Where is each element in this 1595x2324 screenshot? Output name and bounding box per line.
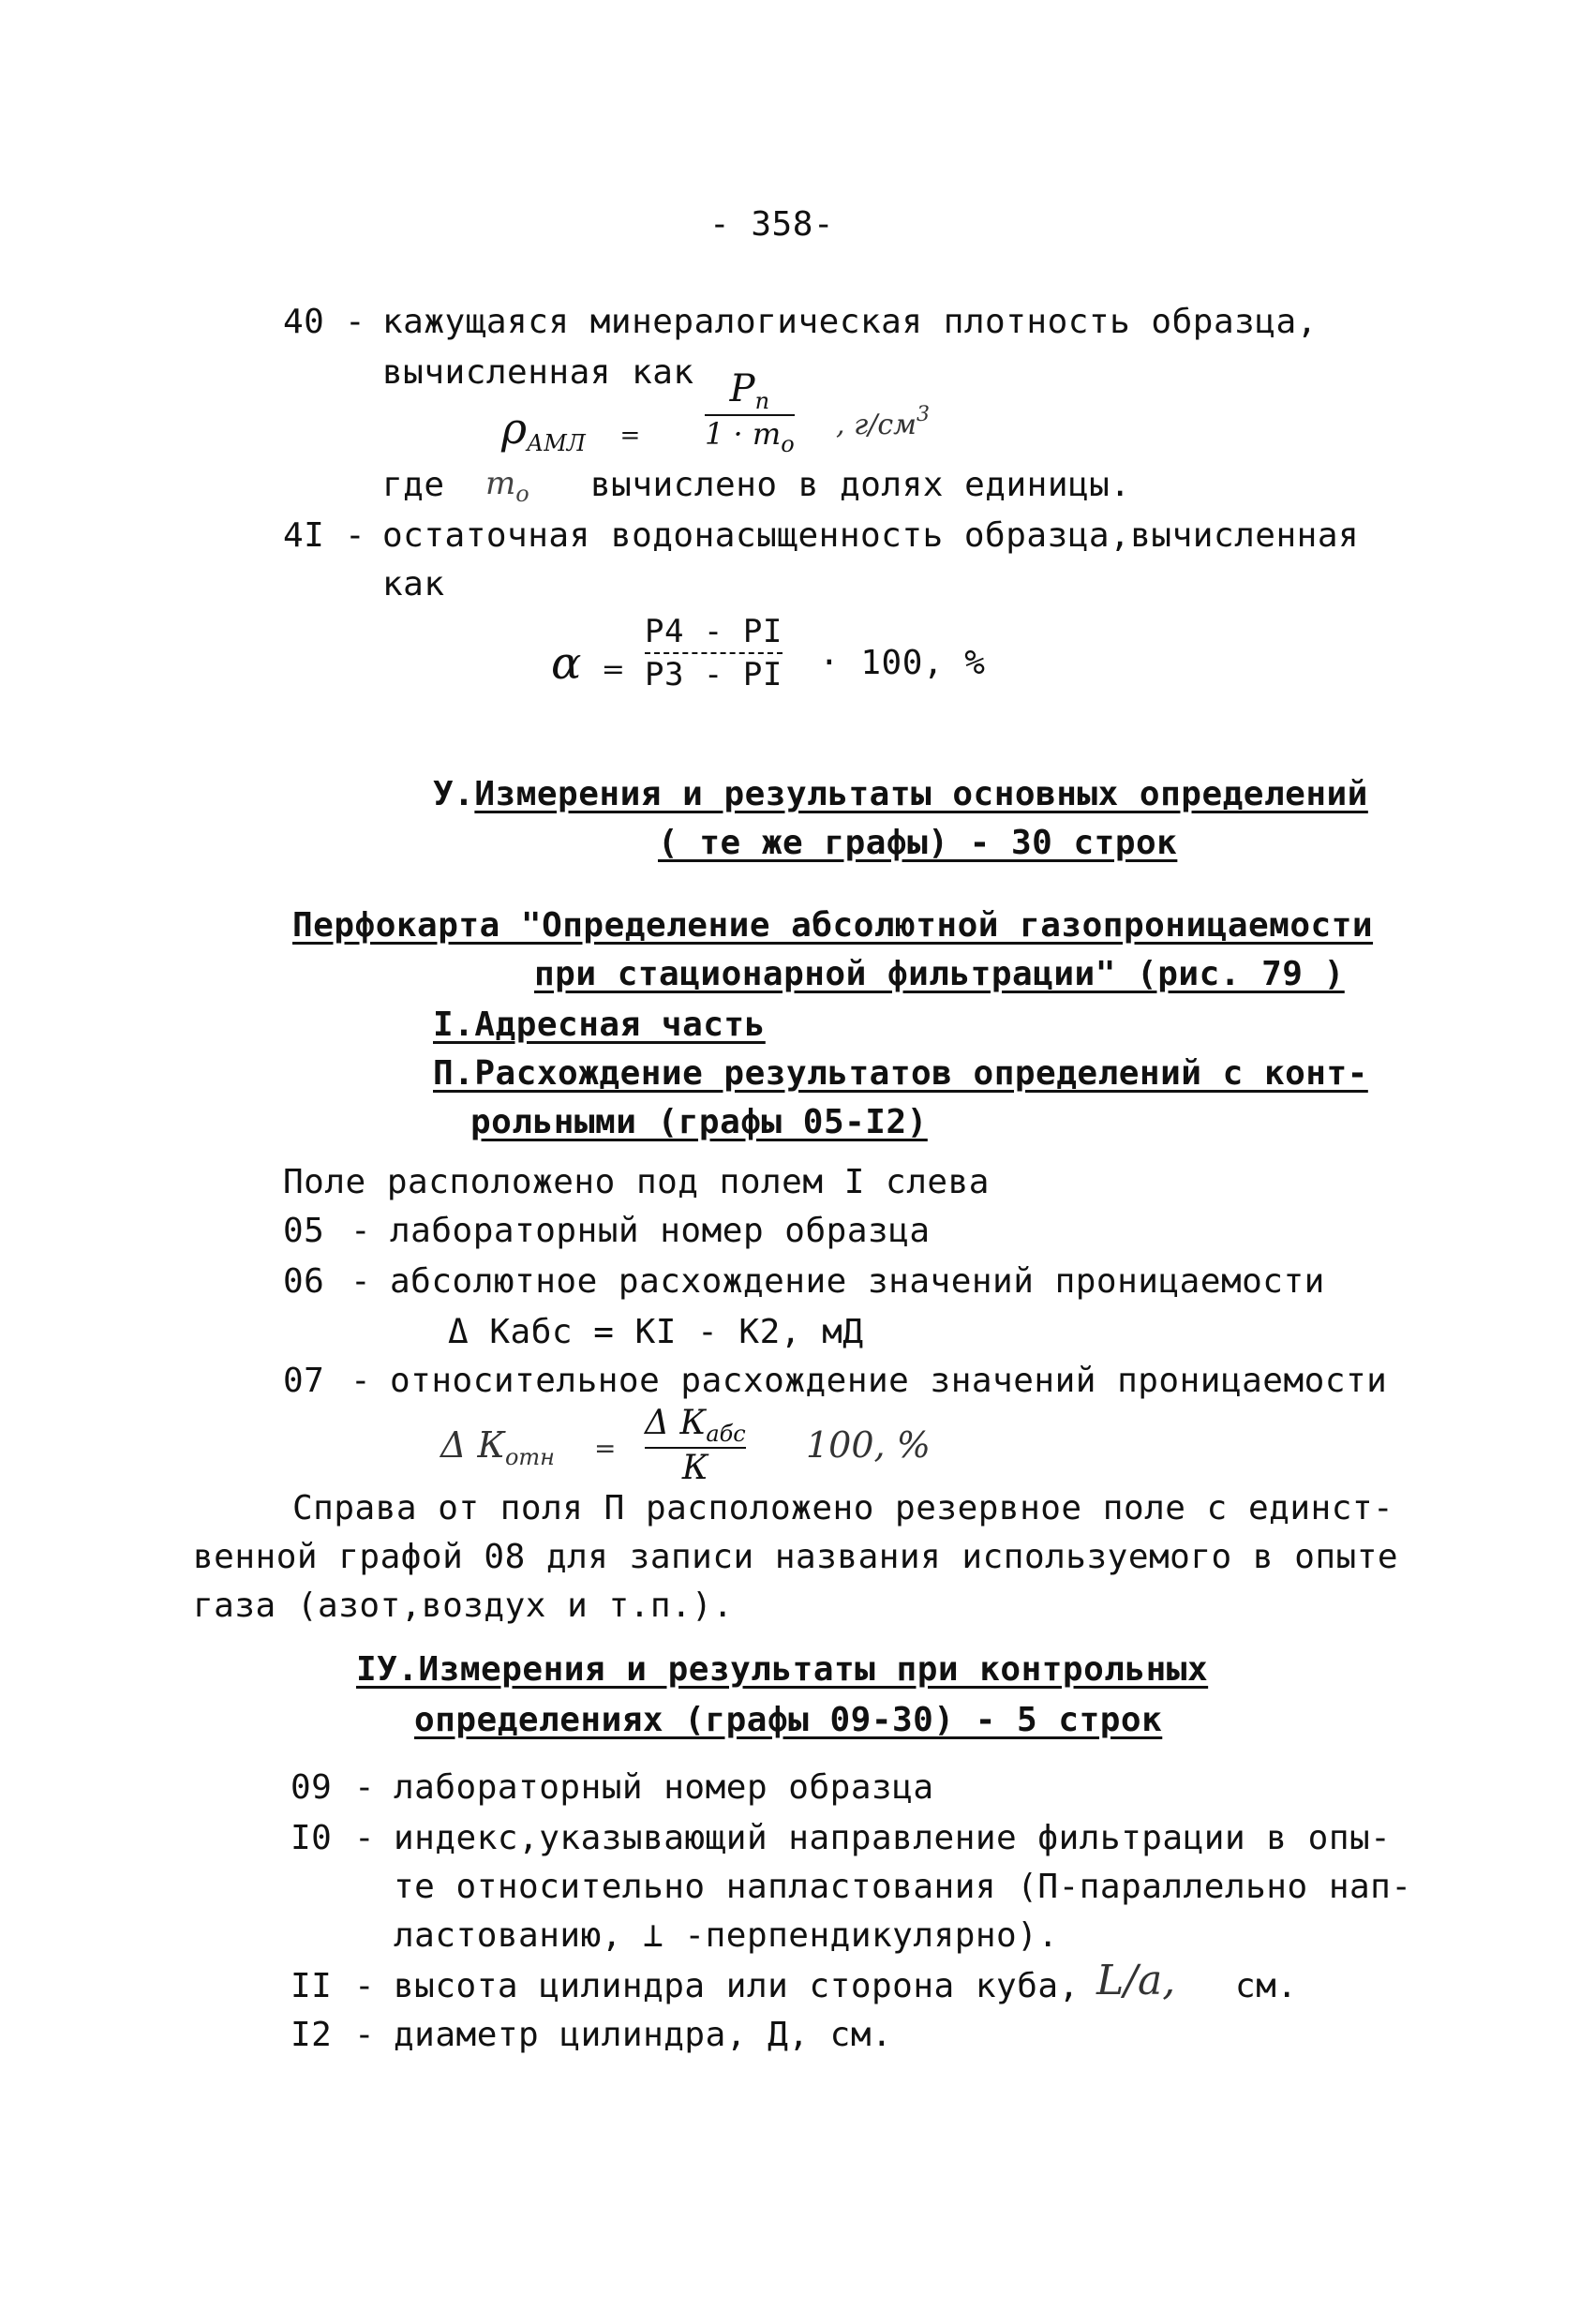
formula-relative-discrepancy-fraction xyxy=(645,1404,746,1487)
formula-saturation-tail: · 100, % xyxy=(819,644,986,682)
item-dash: - xyxy=(354,1967,376,2005)
where-text: вычислено в долях единицы. xyxy=(590,466,1131,504)
item-dash: - xyxy=(354,1819,376,1857)
fraction-numerator: P4 - PI xyxy=(645,613,783,650)
item-text: лабораторный номер образца xyxy=(390,1212,931,1250)
formula-relative-discrepancy-tail: 100, % xyxy=(806,1424,931,1466)
item-dash: - xyxy=(345,516,366,555)
field-intro: Поле расположено под полем I слева xyxy=(283,1163,990,1201)
item-number: 09 xyxy=(291,1768,333,1807)
item-number: II xyxy=(291,1967,333,2005)
fraction-numerator: $P_п$ xyxy=(729,367,770,414)
item-number: I0 xyxy=(291,1819,333,1857)
reserve-paragraph-line3: газа (азот,воздух и т.п.). xyxy=(193,1587,734,1625)
rho-symbol: ρ xyxy=(501,403,528,454)
formula-density-lhs xyxy=(501,403,640,456)
formula-saturation-fraction xyxy=(645,611,783,695)
fraction-numerator: Δ $К_{абс}$ xyxy=(645,1404,746,1447)
item-number: I2 xyxy=(291,2016,333,2054)
section-iv-heading-line2: определениях (графы 09-30) - 5 строк xyxy=(414,1701,1163,1739)
height-symbol: L/a, xyxy=(1096,1957,1176,2004)
card-section-discrepancy-line1: П.Расхождение результатов определений с конт- xyxy=(433,1054,1368,1093)
fraction-denominator: $1 \cdot m_o$ xyxy=(705,416,795,457)
item-dash: - xyxy=(350,1362,372,1400)
item-text: кажущаяся минералогическая плотность образца, xyxy=(382,303,1318,341)
item-dash: - xyxy=(354,1768,376,1807)
reserve-paragraph-line1: Справа от поля П расположено резервное поле с единст- xyxy=(292,1489,1394,1527)
item-text: высота цилиндра или сторона куба, xyxy=(394,1967,1080,2005)
card-section-address: I.Адресная часть xyxy=(433,1006,766,1044)
where-symbol: $m_o$ xyxy=(485,465,529,507)
card-section-discrepancy-line2: рольными (графы 05-I2) xyxy=(470,1103,928,1141)
card-title-line2: при стационарной фильтрации" (рис. 79 ) xyxy=(534,955,1345,993)
section-v-heading-line1: У.Измерения и результаты основных определений xyxy=(433,775,1368,813)
formula-relative-discrepancy-lhs: Δ $К_{отн}$ = xyxy=(440,1424,617,1470)
item-number: 07 xyxy=(283,1362,325,1400)
item-number: 05 xyxy=(283,1212,325,1250)
equals-sign: = xyxy=(619,422,641,450)
section-v-heading-line2: ( те же графы) - 30 строк xyxy=(658,824,1178,862)
item-text: остаточная водонасыщенность образца,вычисленная xyxy=(382,516,1360,555)
item-number: 40 xyxy=(283,303,325,341)
item-text: диаметр цилиндра, Д, см. xyxy=(394,2016,893,2054)
item-text-continued: ластованию, ⊥ -перпендикулярно). xyxy=(394,1916,1059,1955)
item-dash: - xyxy=(345,303,366,341)
card-title-line1: Перфокарта "Определение абсолютной газопроницаемости xyxy=(292,906,1374,945)
item-number: 06 xyxy=(283,1262,325,1301)
rho-subscript: АМЛ xyxy=(527,430,586,456)
formula-density-fraction xyxy=(705,367,795,457)
item-text-continued: вычисленная как xyxy=(382,353,694,392)
where-word: где xyxy=(382,466,445,504)
item-text: лабораторный номер образца xyxy=(394,1768,934,1807)
section-iv-heading-line1: IУ.Измерения и результаты при контрольных xyxy=(356,1650,1209,1689)
fraction-denominator: P3 - PI xyxy=(645,656,783,693)
formula-density-unit: , $г/см^3$ xyxy=(836,403,931,441)
item-text: индекс,указывающий направление фильтрации в опы- xyxy=(394,1819,1392,1857)
item-unit: см. xyxy=(1235,1967,1298,2005)
item-dash: - xyxy=(350,1262,372,1301)
item-number: 4I xyxy=(283,516,325,555)
reserve-paragraph-line2: венной графой 08 для записи названия используемого в опыте xyxy=(193,1538,1399,1576)
item-text-continued: как xyxy=(382,565,445,603)
item-text-continued: те относительно напластования (П-параллельно нап- xyxy=(394,1868,1412,1906)
item-dash: - xyxy=(354,2016,376,2054)
item-dash: - xyxy=(350,1212,372,1250)
formula-absolute-discrepancy: Δ Кабс = KI - K2, мД xyxy=(448,1313,864,1351)
item-text: абсолютное расхождение значений проницаемости xyxy=(390,1262,1325,1301)
formula-saturation-lhs: α = xyxy=(551,637,625,690)
item-text: относительное расхождение значений проницаемости xyxy=(390,1362,1388,1400)
fraction-denominator: К xyxy=(681,1449,708,1487)
page-number: - 358- xyxy=(709,205,835,244)
